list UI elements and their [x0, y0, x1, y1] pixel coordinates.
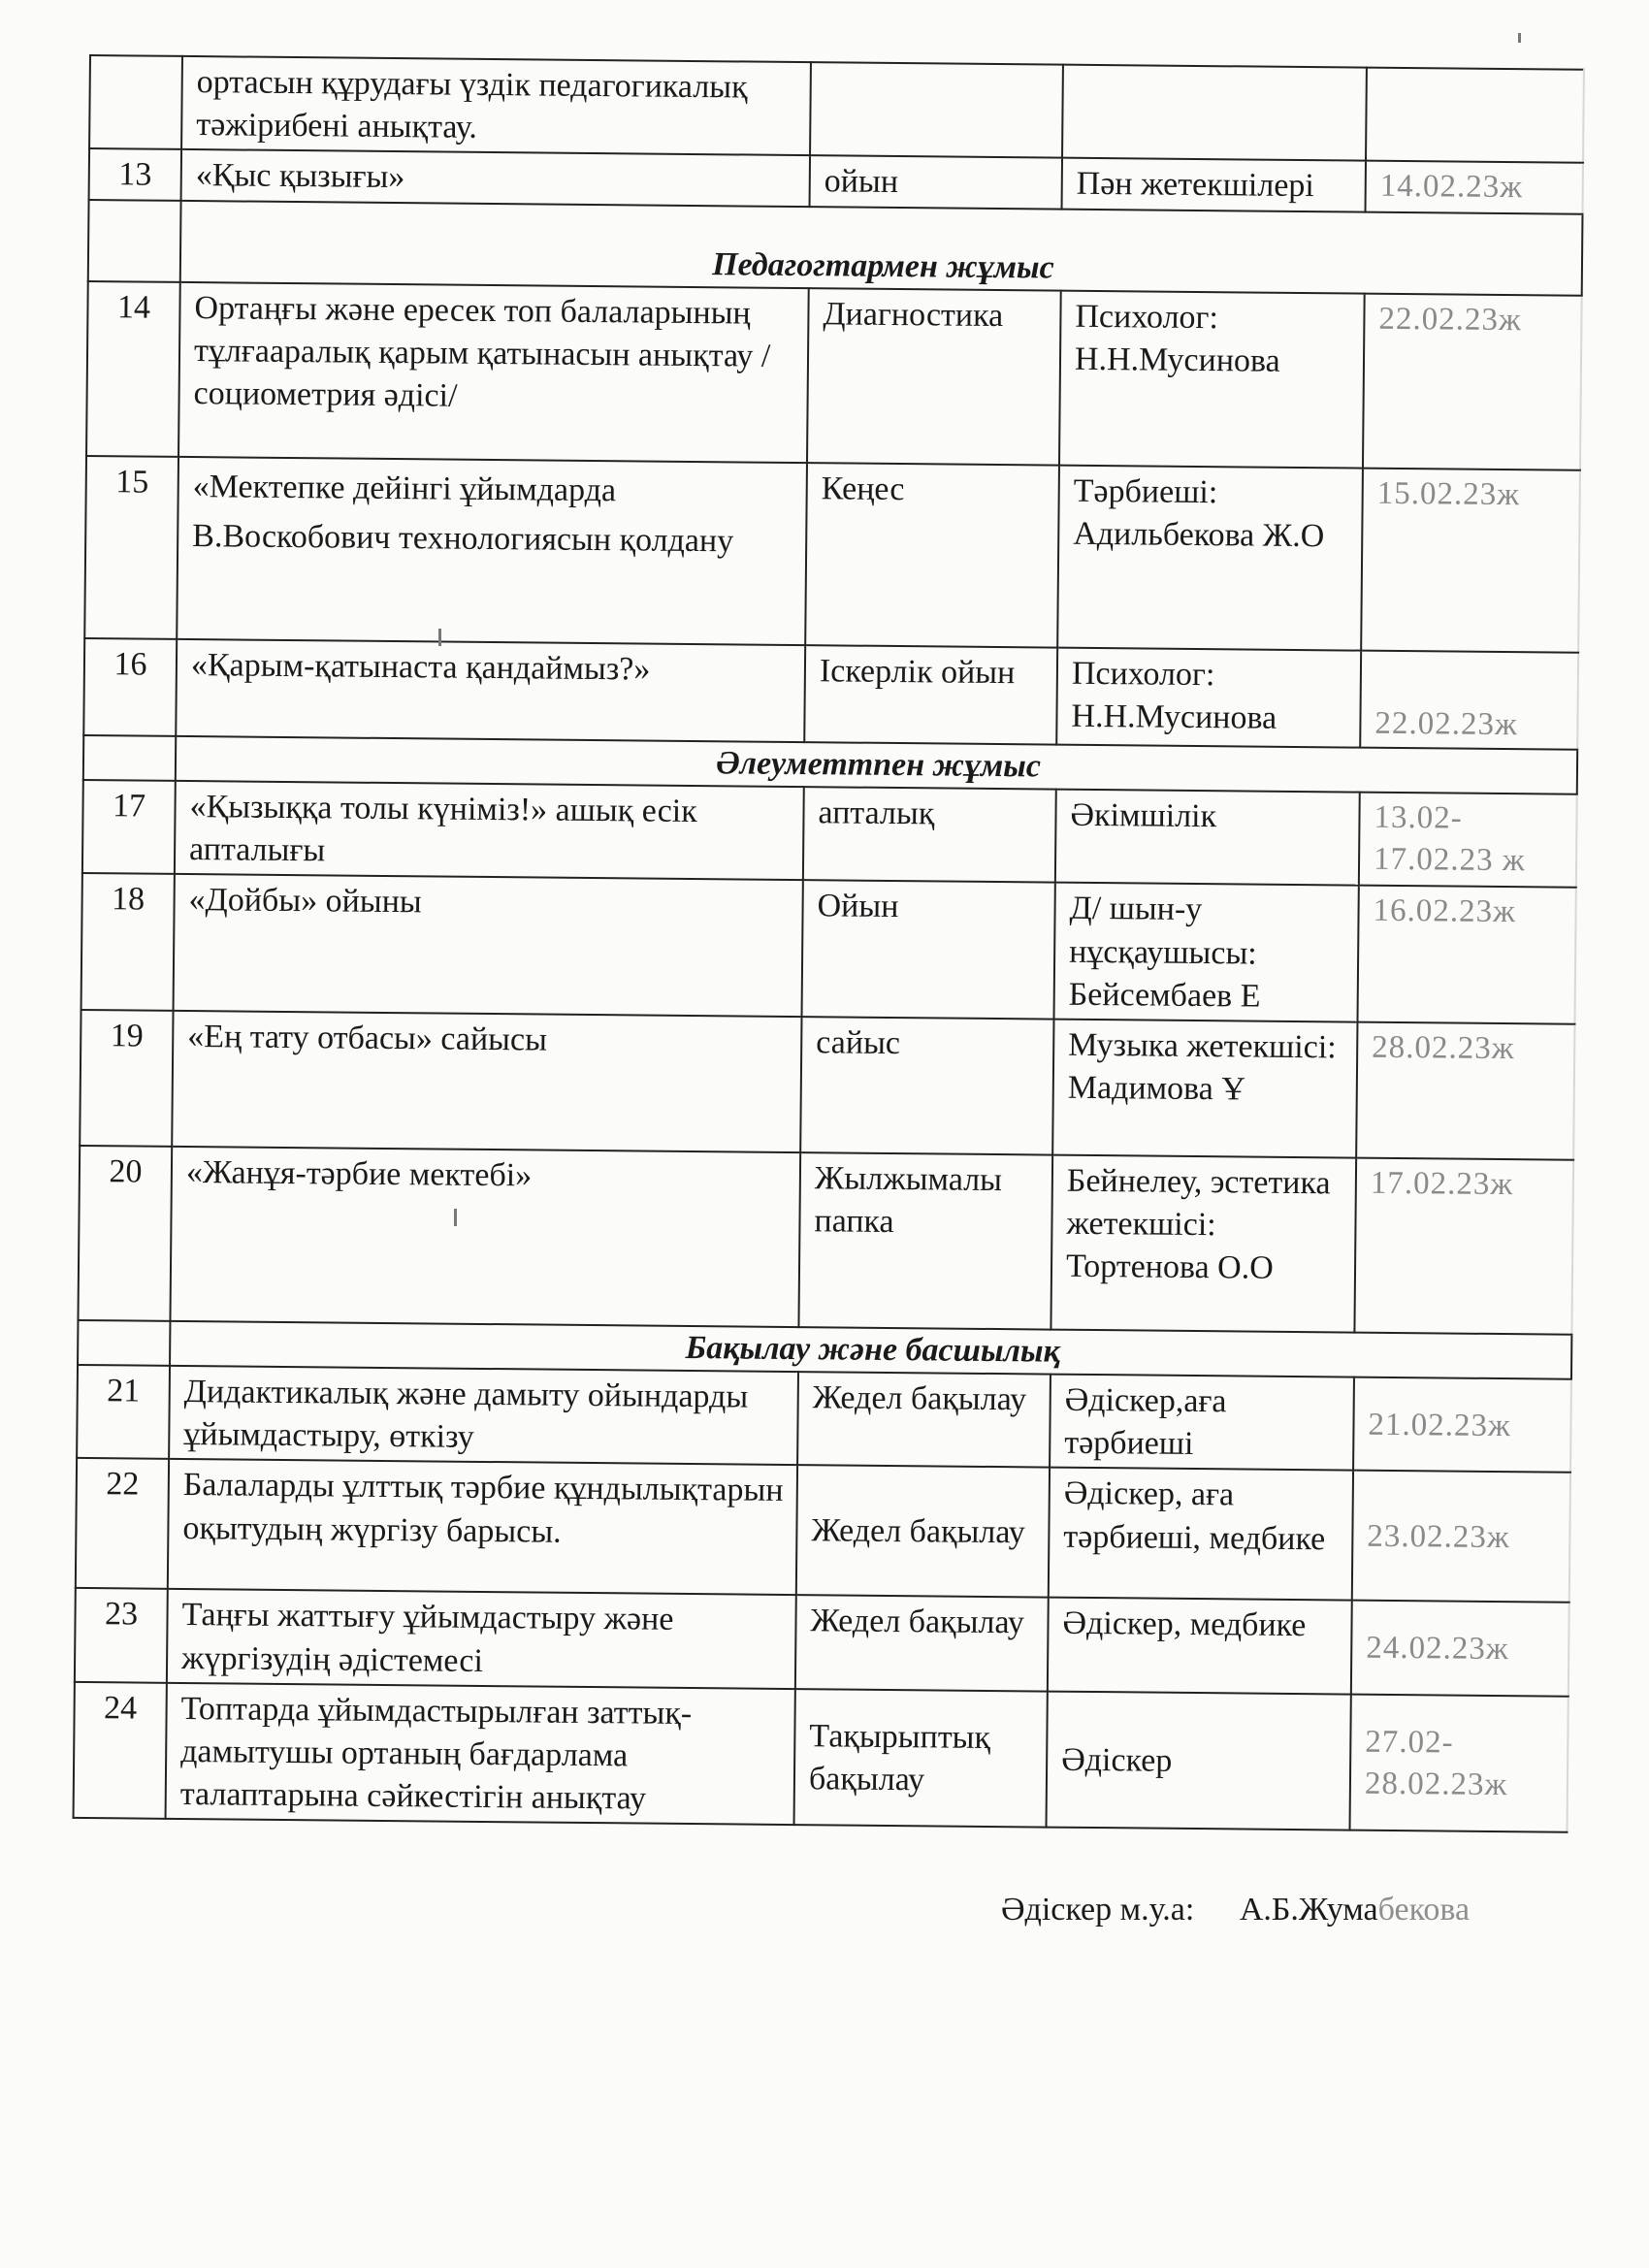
event-date: 24.02.23ж [1351, 1601, 1569, 1697]
row-number: 17 [82, 780, 176, 874]
event-responsible: Әкімшілік [1055, 790, 1360, 886]
event-form: Кеңес [805, 463, 1059, 647]
event-responsible [1062, 65, 1367, 161]
signature-line [1001, 1892, 1470, 1928]
event-responsible: Психолог: Н.Н.Мусинова [1059, 290, 1365, 468]
event-date: 22.02.23ж [1363, 293, 1582, 470]
event-title: Топтарда ұйымдастырылған заттық-дамытушы ортаның бағдарлама талаптарына сәйкестігін анықтау [166, 1683, 795, 1826]
event-title: «Жанұя-тәрбие мектебі» [170, 1147, 800, 1327]
event-title: ортасын құрудағы үздік педагогикалық тәжірибені анықтау. [181, 56, 811, 156]
event-title: «Қызыққа толы күніміз!» ашық есік апталығы [175, 781, 804, 881]
scan-speck [454, 1209, 457, 1226]
event-title: Дидактикалық және дамыту ойындарды ұйымдастыру, өткізу [169, 1366, 798, 1466]
row-number: 20 [78, 1146, 172, 1321]
row-number: 18 [81, 873, 175, 1010]
event-date: 21.02.23ж [1353, 1377, 1571, 1474]
event-responsible: Тәрбиеші: Адильбекова Ж.О [1057, 465, 1363, 650]
event-date: 22.02.23ж [1360, 650, 1578, 749]
scan-speck [1518, 33, 1521, 43]
table-row [76, 1458, 1570, 1603]
table-row [81, 873, 1576, 1023]
event-title: «Қарым-қатынаста қандаймыз?» [176, 639, 805, 742]
event-responsible: Психолог: Н.Н.Мусинова [1056, 647, 1361, 747]
row-number: 13 [89, 148, 181, 200]
event-responsible: Әдіскер, аға тәрбиеші, медбике [1049, 1468, 1353, 1601]
table-row [83, 638, 1578, 750]
event-title: Балаларды ұлттық тәрбие құндылықтарын оқытудың жүргізу барысы. [168, 1459, 797, 1595]
section-heading: Бақылау және басшылық [170, 1321, 1571, 1379]
scan-speck [438, 629, 441, 646]
row-number: 15 [84, 456, 178, 639]
event-form: сайыс [800, 1017, 1053, 1154]
event-form: Жылжымалы папка [798, 1152, 1052, 1329]
event-date: 16.02.23ж [1357, 886, 1575, 1024]
table-row [84, 456, 1580, 653]
event-form: ойын [810, 156, 1062, 210]
event-form: Ойын [802, 880, 1055, 1019]
event-date: 27.02-28.02.23ж [1349, 1694, 1568, 1832]
section-number-cell [78, 1320, 170, 1366]
work-plan-table [73, 54, 1585, 1833]
row-number [89, 55, 182, 149]
event-title: «Дойбы» ойыны [174, 874, 803, 1017]
event-date: 17.02.23ж [1354, 1157, 1573, 1334]
event-title: «Ең тату отбасы» сайысы [172, 1011, 801, 1152]
row-number: 23 [75, 1588, 168, 1682]
section-heading: Әлеуметтпен жұмыс [176, 736, 1577, 794]
event-date [1366, 68, 1584, 164]
event-date: 23.02.23ж [1352, 1471, 1570, 1603]
table-row [89, 55, 1584, 163]
event-responsible: Әдіскер,аға тәрбиеші [1050, 1375, 1354, 1471]
event-form: Жедел бақылау [795, 1596, 1049, 1692]
event-form: Жедел бақылау [797, 1372, 1051, 1468]
table-row [78, 1146, 1573, 1335]
event-date: 14.02.23ж [1366, 161, 1583, 213]
table-row [75, 1588, 1569, 1696]
event-responsible: Бейнелеу, эстетика жетекшісі: Тортенова О.О [1051, 1154, 1356, 1332]
row-number: 22 [76, 1458, 169, 1589]
row-number: 14 [86, 281, 180, 457]
section-row [88, 200, 1583, 296]
event-date: 15.02.23ж [1361, 468, 1580, 652]
table-row [74, 1682, 1568, 1832]
table-row [80, 1010, 1574, 1160]
table-row [86, 281, 1582, 470]
signature-name-clear: А.Б.Жума [1239, 1892, 1378, 1928]
event-responsible: Музыка жетекшісі: Мадимова Ұ [1052, 1019, 1357, 1157]
section-number-cell [83, 735, 176, 781]
event-responsible: Әдіскер, медбике [1048, 1598, 1352, 1694]
section-heading: Педагогтармен жұмыс [180, 200, 1583, 295]
event-form: Тақырыптық бақылау [794, 1689, 1048, 1828]
event-form: Жедел бақылау [796, 1466, 1050, 1598]
event-responsible: Д/ шын-у нұсқаушысы: Бейсембаев Е [1053, 883, 1358, 1022]
signature-role: Әдіскер м.у.а: [1001, 1892, 1195, 1928]
row-number: 19 [80, 1010, 173, 1147]
event-responsible: Әдіскер [1046, 1691, 1350, 1831]
table-row [77, 1365, 1571, 1473]
event-date: 28.02.23ж [1356, 1021, 1574, 1159]
event-title: Ортаңғы және ересек топ балаларының тұлғааралық қарым қатынасын анықтау /социометрия әдісі/ [178, 282, 809, 463]
row-number: 24 [74, 1682, 167, 1819]
signature-name [1240, 1892, 1470, 1928]
table-row [82, 780, 1577, 888]
row-number: 21 [77, 1365, 170, 1459]
event-form: Диагностика [807, 288, 1061, 465]
event-date: 13.02-17.02.23 ж [1359, 793, 1577, 889]
signature-name-faded: бекова [1377, 1892, 1471, 1928]
event-title: «Мектепке дейінгі ұйымдарда В.Воскобович технологиясын қолдану [177, 457, 807, 645]
event-responsible: Пән жетекшілері [1062, 158, 1366, 211]
row-number: 16 [83, 638, 177, 736]
event-form: апталық [803, 787, 1056, 883]
section-number-cell [88, 200, 181, 282]
event-title: «Қыс қызығы» [181, 149, 810, 206]
event-form: Іскерлік ойын [804, 645, 1057, 744]
event-form [810, 62, 1063, 158]
event-title: Таңғы жаттығу ұйымдастыру және жүргізудің әдістемесі [167, 1589, 796, 1689]
